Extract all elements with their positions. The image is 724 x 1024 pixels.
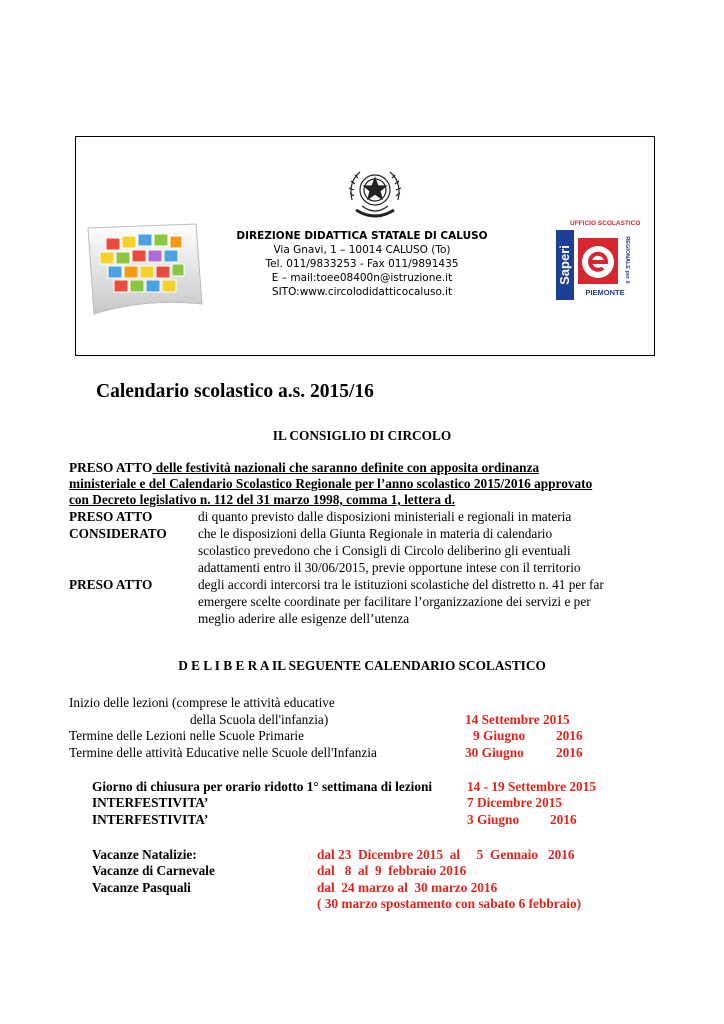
usr-bottom-label: PIEMONTE bbox=[585, 288, 625, 297]
preamble-3-line-2: scolastico prevedono che i Consigli di Circolo deliberino gli eventuali bbox=[198, 543, 571, 558]
interfestivity-1-date: 7 Dicembre 2015 bbox=[467, 795, 563, 810]
preamble-2-label: PRESO ATTO bbox=[69, 509, 153, 524]
lessons-start-label-line-2: della Scuola dell'infanzia) bbox=[190, 712, 329, 727]
preamble-1-text: delle festività nazionali che saranno definite con apposita ordinanza bbox=[152, 460, 540, 475]
primary-end-year: 2016 bbox=[556, 728, 583, 743]
usr-side-label: REGIONALE per il bbox=[624, 236, 630, 284]
institution-name: DIREZIONE DIDATTICA STATALE DI CALUSO bbox=[236, 230, 488, 242]
preamble-3-line-1: che le disposizioni della Giunta Regionale in materia di calendario bbox=[198, 526, 553, 541]
carnival-holiday-dates: dal 8 al 9 febbraio 2016 bbox=[317, 863, 467, 878]
christmas-holiday-dates: dal 23 Dicembre 2015 al 5 Gennaio 2016 bbox=[317, 847, 575, 862]
preamble-4-line-1: degli accordi intercorsi tra le istituzioni scolastiche del distretto n. 41 per far bbox=[198, 577, 604, 592]
usr-top-label: UFFICIO SCOLASTICO bbox=[570, 220, 641, 227]
carnival-holiday-label: Vacanze di Carnevale bbox=[92, 863, 215, 878]
reduced-hours-label: Giorno di chiusura per orario ridotto 1° settimana di lezioni bbox=[92, 779, 433, 794]
institution-website: SITO:www.circolodidatticocaluso.it bbox=[271, 286, 453, 298]
lessons-start-date: 14 Settembre 2015 bbox=[465, 712, 570, 727]
council-heading: IL CONSIGLIO DI CIRCOLO bbox=[272, 428, 452, 443]
preamble-1-line-2: ministeriale e del Calendario Scolastico Regionale per l’anno scolastico 2015/2016 approvato bbox=[69, 476, 593, 491]
infant-end-year: 2016 bbox=[556, 745, 583, 760]
preamble-4-line-2: emergere scelte coordinate per facilitare l’organizzazione dei servizi e per bbox=[198, 594, 591, 609]
interfestivity-2-label: INTERFESTIVITA’ bbox=[92, 812, 209, 827]
interfestivity-2-day: 3 Giugno bbox=[467, 812, 520, 827]
saperi-brand-label: Saperi bbox=[557, 245, 572, 285]
reduced-hours-date: 14 - 19 Settembre 2015 bbox=[467, 779, 597, 794]
primary-end-day: 9 Giugno bbox=[473, 728, 526, 743]
italian-republic-emblem-icon bbox=[342, 160, 408, 226]
usr-piemonte-logo bbox=[556, 220, 644, 302]
preamble-3-label: CONSIDERATO bbox=[69, 526, 167, 541]
interfestivity-1-label: INTERFESTIVITA’ bbox=[92, 795, 209, 810]
preamble-1-line-3: con Decreto legislativo n. 112 del 31 marzo 1998, comma 1, lettera d. bbox=[69, 492, 456, 507]
primary-end-label: Termine delle Lezioni nelle Scuole Primarie bbox=[69, 728, 305, 743]
institution-email: E – mail:toee08400n@istruzione.it bbox=[271, 272, 453, 284]
preamble-2-line-1: di quanto previsto dalle disposizioni ministeriali e regionali in materia bbox=[198, 509, 572, 524]
preamble-1-label: PRESO ATTO bbox=[69, 460, 153, 475]
easter-holiday-dates: dal 24 marzo al 30 marzo 2016 bbox=[317, 880, 498, 895]
institution-address: Via Gnavi, 1 – 10014 CALUSO (To) bbox=[273, 244, 451, 256]
institution-phone: Tel. 011/9833253 - Fax 011/9891435 bbox=[265, 258, 459, 270]
preamble-1-line-1 bbox=[69, 460, 539, 476]
easter-holiday-note: ( 30 marzo spostamento con sabato 6 febbraio) bbox=[317, 896, 582, 911]
christmas-holiday-label: Vacanze Natalizie: bbox=[92, 847, 197, 862]
page-title: Calendario scolastico a.s. 2015/16 bbox=[96, 381, 374, 402]
lessons-start-label-line-1: Inizio delle lezioni (comprese le attività educative bbox=[69, 695, 335, 710]
preamble-4-line-3: meglio aderire alle esigenze dell’utenza bbox=[198, 611, 410, 626]
infant-end-label: Termine delle attività Educative nelle Scuole dell'Infanzia bbox=[69, 745, 377, 760]
preamble-4-label: PRESO ATTO bbox=[69, 577, 153, 592]
easter-holiday-label: Vacanze Pasquali bbox=[92, 880, 191, 895]
interfestivity-2-year: 2016 bbox=[550, 812, 577, 827]
infant-end-day: 30 Giugno bbox=[465, 745, 524, 760]
preamble-3-line-3: adattamenti entro il 30/06/2015, previe opportune intese con il territorio bbox=[198, 560, 581, 575]
delibera-heading: D E L I B E R A IL SEGUENTE CALENDARIO SCOLASTICO bbox=[178, 658, 546, 673]
